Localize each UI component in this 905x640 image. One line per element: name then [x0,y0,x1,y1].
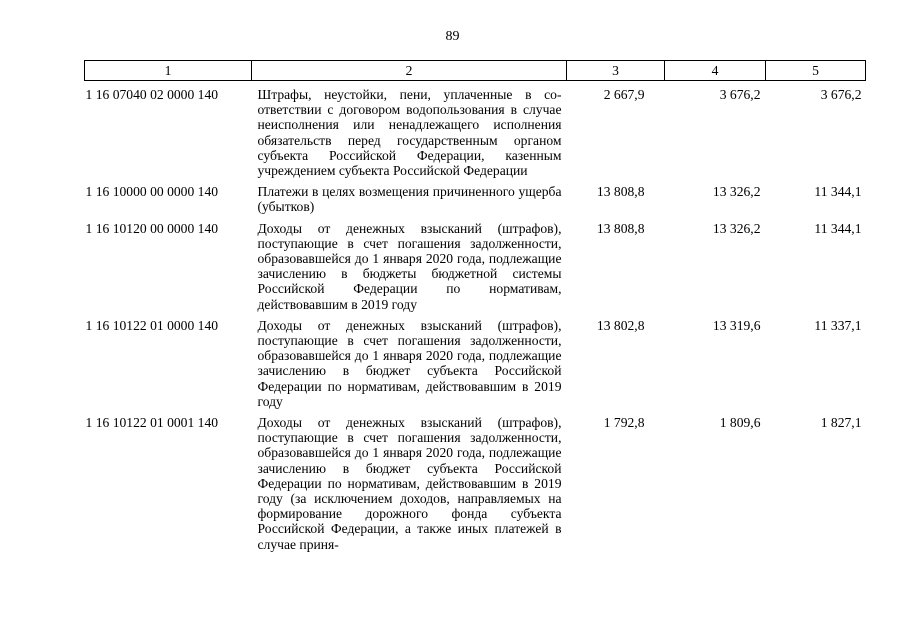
table-body [85,81,866,552]
table-row [85,178,866,214]
page-number: 89 [445,29,460,44]
value-column-5: 3 676,2 [820,87,862,102]
table-row [85,312,866,409]
row-description: Платежи в целях возмещения причиненного ущерба (убытков) [257,184,562,215]
value-column-4: 3 676,2 [719,87,761,102]
budget-table [84,60,866,552]
column-header-5: 5 [766,61,866,81]
budget-code: 1 16 10122 01 0001 140 [85,415,219,431]
budget-code: 1 16 07040 02 0000 140 [85,87,219,102]
row-description: Штрафы, неустойки, пени, уплаченные в соответствии с договором водопользования в случае неисполнения или ненадлежащего исполнения обязательств перед государственным органом субъекта Российской Федерации, казенным учреждением субъекта Российской Федерации [257,87,562,179]
value-column-4: 1 809,6 [719,415,761,431]
column-header-3: 3 [567,61,665,81]
value-column-5: 11 344,1 [814,220,862,236]
value-column-3: 13 802,8 [596,317,645,333]
table-row [85,409,866,552]
column-header-4: 4 [665,61,766,81]
value-column-3: 13 808,8 [596,220,645,236]
row-description: Доходы от денежных взысканий (штрафов), поступающие в счет погашения задолженности, образовавшейся до 1 января 2020 года, подлежащие зачислению в бюджеты бюджетной системы Российской Федерации по нормативам, действовавшим в 2019 году [257,220,562,312]
value-column-5: 11 337,1 [814,317,862,333]
column-header-2: 2 [252,61,567,81]
value-column-5: 11 344,1 [814,184,862,200]
value-column-4: 13 326,2 [712,220,761,236]
budget-code: 1 16 10122 01 0000 140 [85,317,219,333]
value-column-3: 2 667,9 [603,87,645,102]
row-description: Доходы от денежных взысканий (штрафов), поступающие в счет погашения задолженности, образовавшейся до 1 января 2020 года, подлежащие зачислению в бюджет субъекта Российской Федерации по нормативам, действовавшим в 2019 году [257,317,562,409]
row-description: Доходы от денежных взысканий (штрафов), поступающие в счет погашения задолженности, образовавшейся до 1 января 2020 года, подлежащие зачислению в бюджет субъекта Российской Федерации по нормативам, действовавшим в 2019 году (за исключением доходов, направляемых на формирование дорожного фонда субъекта Российской Федерации, а также иных платежей в случае приня- [257,415,562,552]
value-column-4: 13 319,6 [712,317,761,333]
column-header-1: 1 [85,61,252,81]
table-row [85,81,866,179]
value-column-5: 1 827,1 [820,415,862,431]
header-row [85,61,866,81]
value-column-4: 13 326,2 [712,184,761,200]
budget-code: 1 16 10000 00 0000 140 [85,184,219,200]
table-header [85,61,866,81]
table-row [85,215,866,312]
value-column-3: 13 808,8 [596,184,645,200]
value-column-3: 1 792,8 [603,415,645,431]
budget-code: 1 16 10120 00 0000 140 [85,220,219,236]
